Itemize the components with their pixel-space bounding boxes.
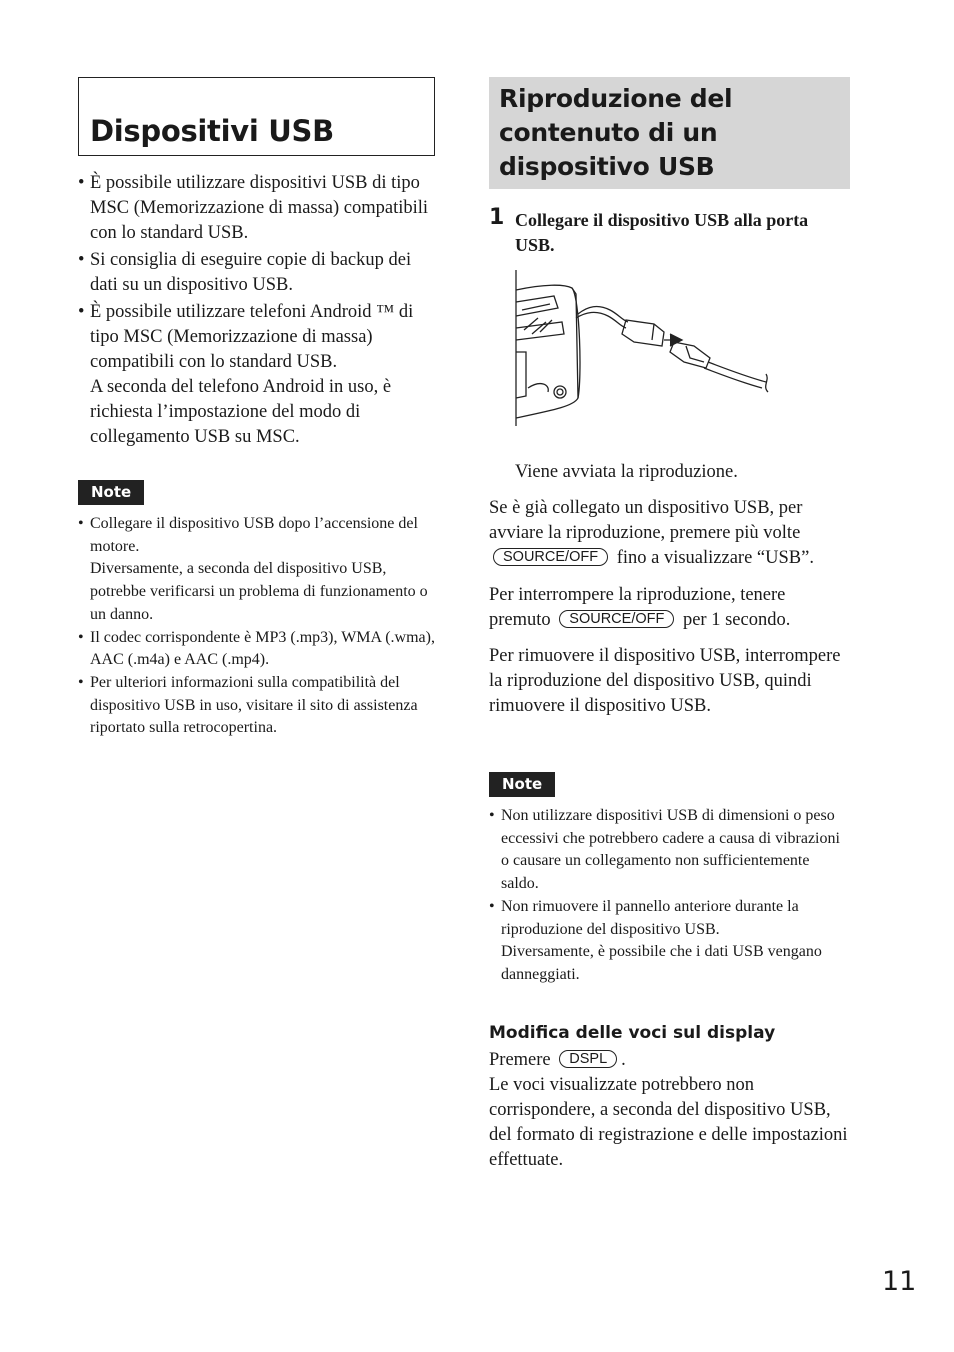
list-item: • Collegare il dispositivo USB dopo l’accensione del motore. Diversamente, a seconda del dispositivo USB, potrebbe verificarsi un problema di funzionamento o un danno. <box>78 513 438 627</box>
right-title-box <box>489 77 850 189</box>
press-description: Le voci visualizzate potrebbero non corrispondere, a seconda del dispositivo USB, del formato di registrazione e delle impostazioni effettuate. <box>489 1075 848 1170</box>
list-item: • Non rimuovere il pannello anteriore durante la riproduzione del dispositivo USB. Diversamente, è possibile che i dati USB vengano danneggiati. <box>489 896 851 987</box>
left-title-box <box>78 77 435 156</box>
left-note-section <box>78 480 438 740</box>
playback-started-text: Viene avviata la riproduzione. <box>515 462 738 482</box>
paragraph-remove-usb: Per rimuovere il dispositivo USB, interrompere la riproduzione del dispositivo USB, quindi rimuovere il dispositivo USB. <box>489 646 841 716</box>
list-item: • Per ulteriori informazioni sulla compatibilità del dispositivo USB in uso, visitare il sito di assistenza riportato sulla retrocopertina. <box>78 672 438 740</box>
list-item: • Il codec corrispondente è MP3 (.mp3), WMA (.wma), AAC (.m4a) e AAC (.mp4). <box>78 627 438 672</box>
paragraph-start-playback: Se è già collegato un dispositivo USB, per avviare la riproduzione, premere più volte SOURCE/OFF fino a visualizzare “USB”. <box>489 498 814 568</box>
page-number: 11 <box>882 1266 917 1297</box>
right-note-section <box>489 772 851 987</box>
page-title-dispositivi-usb: Dispositivi USB <box>90 114 334 148</box>
note-extra-text: Diversamente, a seconda del dispositivo USB, potrebbe verificarsi un problema di funzionamento o un danno. <box>90 560 428 623</box>
list-item: • È possibile utilizzare telefoni Android ™ di tipo MSC (Memorizzazione di massa) compatibili con lo standard USB. A seconda del telefono Android in uso, è richiesta l’impostazione del modo di collegamento USB su MSC. <box>78 300 438 450</box>
subhead-modifica-voci: Modifica delle voci sul display <box>489 1023 776 1043</box>
usb-connection-illustration <box>514 268 784 430</box>
paragraph-stop-playback: Per interrompere la riproduzione, tenere premuto SOURCE/OFF per 1 secondo. <box>489 585 791 630</box>
list-item: • Non utilizzare dispositivi USB di dimensioni o peso eccessivi che potrebbero cadere a causa di vibrazioni o causare un collegamento non sufficientemente saldo. <box>489 805 851 896</box>
section-title-riproduzione: Riproduzione del contenuto di un dispositivo USB <box>499 84 733 181</box>
press-instruction: Premere DSPL . <box>489 1050 626 1070</box>
note-extra-text: Diversamente, è possibile che i dati USB vengano danneggiati. <box>501 943 822 983</box>
step-instruction: Collegare il dispositivo USB alla porta USB. <box>515 210 809 255</box>
right-paragraphs <box>489 496 851 719</box>
list-item: • Si consiglia di eseguire copie di backup dei dati su un dispositivo USB. <box>78 248 438 298</box>
left-notes-list <box>78 513 438 740</box>
android-extra-text: A seconda del telefono Android in uso, è richiesta l’impostazione del modo di collegamento USB su MSC. <box>90 377 392 447</box>
left-bullet-section <box>78 171 438 452</box>
source-off-button[interactable]: SOURCE/OFF <box>559 610 674 628</box>
list-item: • È possibile utilizzare dispositivi USB di tipo MSC (Memorizzazione di massa) compatibili con lo standard USB. <box>78 171 438 246</box>
note-label: Note <box>78 480 144 505</box>
right-notes-list <box>489 805 851 987</box>
source-off-button[interactable]: SOURCE/OFF <box>493 548 608 566</box>
dspl-button[interactable]: DSPL <box>559 1050 617 1068</box>
usb-info-list <box>78 171 438 450</box>
display-items-section <box>489 1021 851 1173</box>
note-label: Note <box>489 772 555 797</box>
playback-start-text-wrap <box>489 460 851 485</box>
step-number: 1 <box>489 205 505 230</box>
